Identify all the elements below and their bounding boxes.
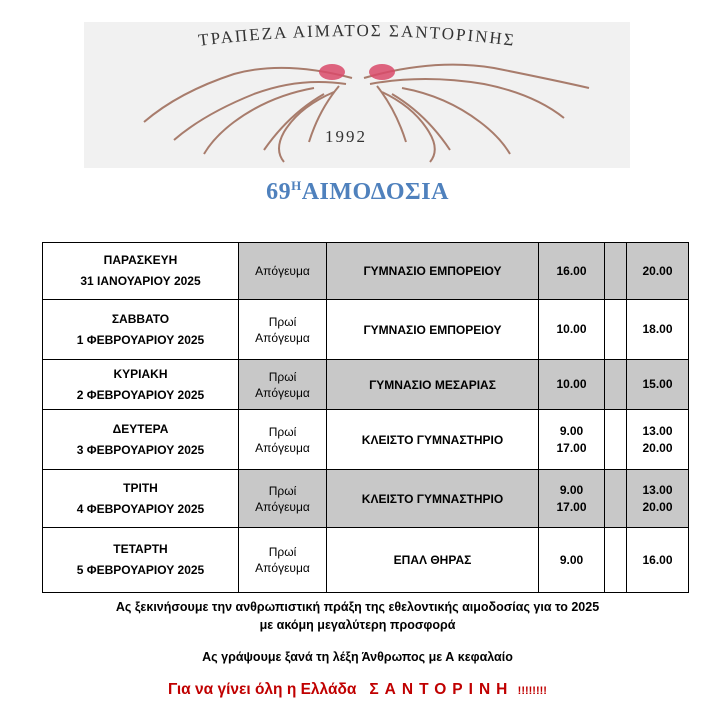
title-text: ΑΙΜΟΔΟΣΙΑ (301, 179, 449, 205)
end-time-2: 20.00 (642, 499, 673, 514)
day-cell (43, 470, 239, 528)
day-date: 2 ΦΕΒΡΟΥΑΡΙΟΥ 2025 (76, 387, 205, 402)
end-time-1: 13.00 (642, 423, 673, 438)
right-swallow-icon (364, 65, 589, 162)
start-time-2: 17.00 (556, 499, 587, 514)
table-row (43, 360, 689, 410)
swallows-logo-graphic (84, 22, 630, 168)
end-time-1: 18.00 (642, 322, 673, 336)
left-swallow-icon (144, 68, 352, 162)
start-time-1: 10.00 (556, 322, 587, 336)
end-time-cell (627, 360, 689, 410)
footer-message (0, 598, 715, 634)
logo-title-text: ΤΡΑΠΕΖΑ ΑΙΜΑΤΟΣ ΣΑΝΤΟΡΙΝΗΣ (197, 22, 517, 50)
end-time-cell (627, 243, 689, 300)
time-of-day-2: Απόγευμα (255, 385, 310, 400)
time-of-day-1: Πρωί (268, 483, 297, 498)
left-bird-head-icon (319, 64, 345, 80)
separator-cell (605, 470, 627, 528)
day-cell (43, 300, 239, 360)
footer-slogan (0, 681, 715, 699)
day-name: ΚΥΡΙΑΚΗ (113, 366, 168, 381)
footer-line-1: Ας ξεκινήσουμε την ανθρωπιστική πράξη της εθελοντικής αιμοδοσίας για το 2025 (115, 600, 600, 614)
start-time-cell (539, 243, 605, 300)
table-row (43, 243, 689, 300)
table-row (43, 410, 689, 470)
location-cell: ΚΛΕΙΣΤΟ ΓΥΜΝΑΣΤΗΡΙΟ (327, 410, 539, 470)
time-of-day-1: Απόγευμα (255, 264, 310, 278)
day-date: 1 ΦΕΒΡΟΥΑΡΙΟΥ 2025 (76, 332, 205, 347)
day-name: ΔΕΥΤΕΡΑ (112, 421, 169, 436)
end-time-cell (627, 410, 689, 470)
time-of-day-cell (239, 470, 327, 528)
day-name: ΤΡΙΤΗ (123, 480, 158, 495)
start-time-cell (539, 528, 605, 593)
day-name: ΤΕΤΑΡΤΗ (113, 542, 168, 556)
end-time-cell (627, 300, 689, 360)
day-date: 3 ΦΕΒΡΟΥΑΡΙΟΥ 2025 (76, 442, 205, 457)
time-of-day-2: Απόγευμα (255, 440, 310, 455)
blood-bank-logo (84, 22, 630, 168)
location-cell: ΓΥΜΝΑΣΙΟ ΕΜΠΟΡΕΙΟΥ (327, 300, 539, 360)
title-superscript: Η (291, 178, 302, 193)
location-cell: ΓΥΜΝΑΣΙΟ ΜΕΣΑΡΙΑΣ (327, 360, 539, 410)
end-time-cell (627, 528, 689, 593)
time-of-day-cell (239, 243, 327, 300)
table-row (43, 470, 689, 528)
footer-line-3: Ας γράψουμε ξανά τη λέξη Άνθρωπος με Α κεφαλαίο (202, 650, 513, 664)
time-of-day-2: Απόγευμα (255, 561, 310, 575)
start-time-cell (539, 410, 605, 470)
separator-cell (605, 528, 627, 593)
day-name: ΠΑΡΑΣΚΕΥΗ (103, 253, 178, 267)
start-time-cell (539, 300, 605, 360)
time-of-day-cell (239, 410, 327, 470)
location-cell: ΕΠΑΛ ΘΗΡΑΣ (327, 528, 539, 593)
location-cell: ΚΛΕΙΣΤΟ ΓΥΜΝΑΣΤΗΡΙΟ (327, 470, 539, 528)
day-cell (43, 528, 239, 593)
time-of-day-1: Πρωί (268, 424, 297, 439)
start-time-1: 9.00 (559, 482, 584, 497)
end-time-1: 15.00 (642, 377, 673, 391)
table-row (43, 300, 689, 360)
footer-line-2: με ακόμη μεγαλύτερη προσφορά (259, 618, 456, 632)
end-time-1: 13.00 (642, 482, 673, 497)
right-bird-head-icon (369, 64, 395, 80)
schedule-table (42, 242, 689, 593)
day-date: 4 ΦΕΒΡΟΥΑΡΙΟΥ 2025 (76, 501, 205, 516)
slogan-exclamations: !!!!!!!! (517, 685, 547, 697)
time-of-day-1: Πρωί (268, 545, 297, 559)
time-of-day-2: Απόγευμα (255, 499, 310, 514)
separator-cell (605, 410, 627, 470)
start-time-2: 17.00 (556, 440, 587, 455)
start-time-1: 16.00 (556, 263, 587, 278)
page-title (0, 178, 715, 206)
end-time-2: 20.00 (642, 440, 673, 455)
day-name: ΣΑΒΒΑΤΟ (111, 311, 170, 326)
logo-year: 1992 (325, 127, 367, 146)
time-of-day-2: Απόγευμα (255, 330, 310, 345)
separator-cell (605, 360, 627, 410)
separator-cell (605, 300, 627, 360)
time-of-day-cell (239, 300, 327, 360)
time-of-day-1: Πρωί (268, 314, 297, 329)
start-time-cell (539, 470, 605, 528)
time-of-day-1: Πρωί (268, 369, 297, 384)
time-of-day-cell (239, 360, 327, 410)
end-time-cell (627, 470, 689, 528)
start-time-1: 9.00 (559, 423, 584, 438)
title-number: 69 (266, 179, 292, 205)
table-row (43, 528, 689, 593)
slogan-prefix: Για να γίνει όλη η Ελλάδα (168, 681, 357, 698)
end-time-1: 16.00 (642, 552, 673, 567)
slogan-highlight: ΣΑΝΤΟΡΙΝΗ (369, 681, 514, 698)
start-time-1: 9.00 (559, 552, 584, 567)
day-date: 5 ΦΕΒΡΟΥΑΡΙΟΥ 2025 (76, 563, 205, 577)
day-cell (43, 360, 239, 410)
day-cell (43, 410, 239, 470)
day-cell (43, 243, 239, 300)
start-time-1: 10.00 (556, 377, 587, 391)
separator-cell (605, 243, 627, 300)
end-time-1: 20.00 (642, 263, 673, 278)
start-time-cell (539, 360, 605, 410)
location-cell: ΓΥΜΝΑΣΙΟ ΕΜΠΟΡΕΙΟΥ (327, 243, 539, 300)
time-of-day-cell (239, 528, 327, 593)
day-date: 31 ΙΑΝΟΥΑΡΙΟΥ 2025 (80, 274, 201, 288)
